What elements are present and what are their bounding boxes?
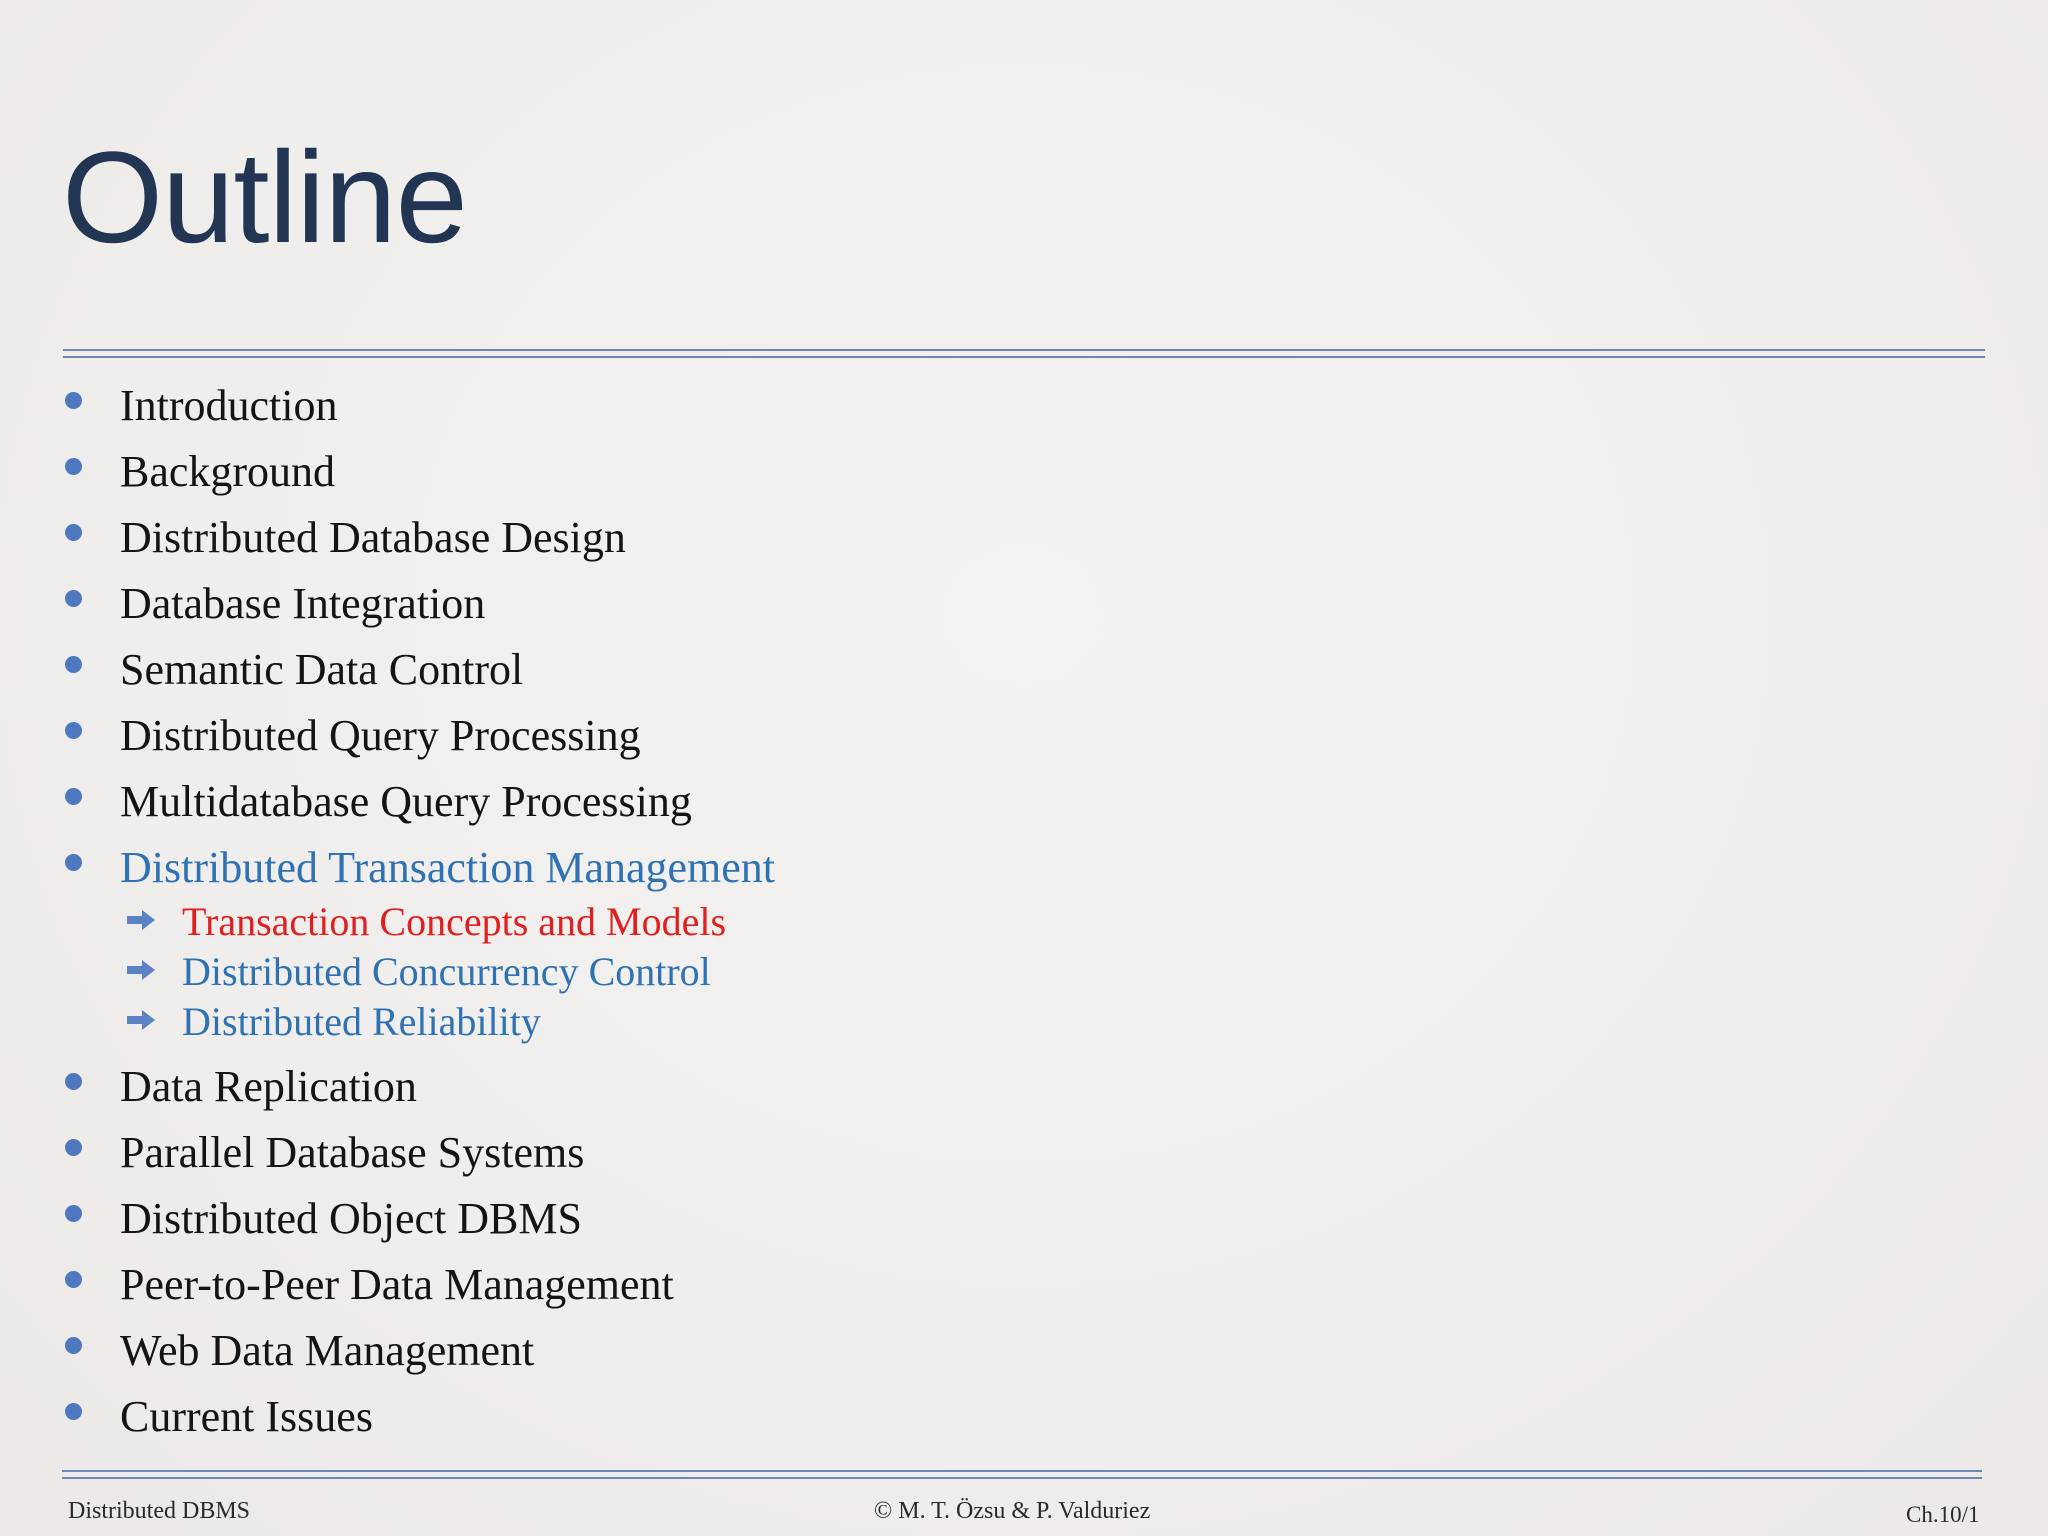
footer-course-title: Distributed DBMS — [68, 1498, 251, 1524]
bullet-icon — [65, 788, 82, 805]
outline-item-peer-to-peer — [120, 1259, 674, 1311]
arrow-right-icon — [126, 1008, 156, 1032]
outline-item-distributed-database-design — [120, 512, 626, 564]
outline-item-label: Semantic Data Control — [120, 645, 524, 694]
bullet-icon — [65, 524, 82, 541]
outline-item-label: Distributed Query Processing — [120, 711, 641, 760]
bullet-icon — [65, 590, 82, 607]
outline-subitem-label: Transaction Concepts and Models — [182, 899, 727, 944]
outline-item-data-replication — [120, 1061, 417, 1113]
outline-subitem-transaction-concepts — [182, 898, 726, 946]
bullet-icon — [65, 1403, 82, 1420]
outline-item-database-integration — [120, 578, 485, 630]
outline-item-distributed-transaction-management — [120, 842, 775, 894]
outline-item-label: Distributed Transaction Management — [120, 843, 776, 892]
footer-copyright: © M. T. Özsu & P. Valduriez — [874, 1498, 1151, 1524]
outline-item-label: Parallel Database Systems — [120, 1128, 585, 1177]
bullet-icon — [65, 1271, 82, 1288]
bullet-icon — [65, 1139, 82, 1156]
outline-item-multidatabase-query-processing — [120, 776, 692, 828]
outline-item-distributed-query-processing — [120, 710, 641, 762]
outline-item-label: Introduction — [120, 381, 338, 430]
outline-item-parallel-database-systems — [120, 1127, 584, 1179]
outline-item-label: Database Integration — [120, 579, 486, 628]
footer-slide-number: Ch.10/1 — [1906, 1502, 1980, 1527]
bullet-icon — [65, 458, 82, 475]
outline-item-label: Web Data Management — [120, 1326, 535, 1375]
bullet-icon — [65, 1073, 82, 1090]
bullet-icon — [65, 656, 82, 673]
bullet-icon — [65, 392, 82, 409]
bullet-icon — [65, 722, 82, 739]
title-divider — [63, 349, 1985, 358]
outline-item-introduction — [120, 380, 338, 432]
outline-item-label: Peer-to-Peer Data Management — [120, 1260, 674, 1309]
slide-title: Outline — [62, 124, 467, 270]
outline-item-label: Data Replication — [120, 1062, 417, 1111]
footer-divider — [62, 1470, 1982, 1479]
bullet-icon — [65, 1205, 82, 1222]
outline-subitem-reliability — [182, 998, 541, 1046]
bullet-icon — [65, 1337, 82, 1354]
outline-item-background — [120, 446, 335, 498]
outline-item-distributed-object-dbms — [120, 1193, 582, 1245]
outline-item-label: Current Issues — [120, 1392, 373, 1441]
outline-item-label: Distributed Database Design — [120, 513, 626, 562]
outline-item-semantic-data-control — [120, 644, 523, 696]
arrow-right-icon — [126, 908, 156, 932]
arrow-right-icon — [126, 958, 156, 982]
outline-item-label: Distributed Object DBMS — [120, 1194, 582, 1243]
outline-subitem-label: Distributed Concurrency Control — [182, 949, 711, 994]
bullet-icon — [65, 854, 82, 871]
outline-item-web-data-management — [120, 1325, 534, 1377]
outline-subitem-label: Distributed Reliability — [182, 999, 541, 1044]
outline-item-current-issues — [120, 1391, 373, 1443]
outline-item-label: Multidatabase Query Processing — [120, 777, 692, 826]
outline-item-label: Background — [120, 447, 336, 496]
outline-subitem-concurrency-control — [182, 948, 711, 996]
